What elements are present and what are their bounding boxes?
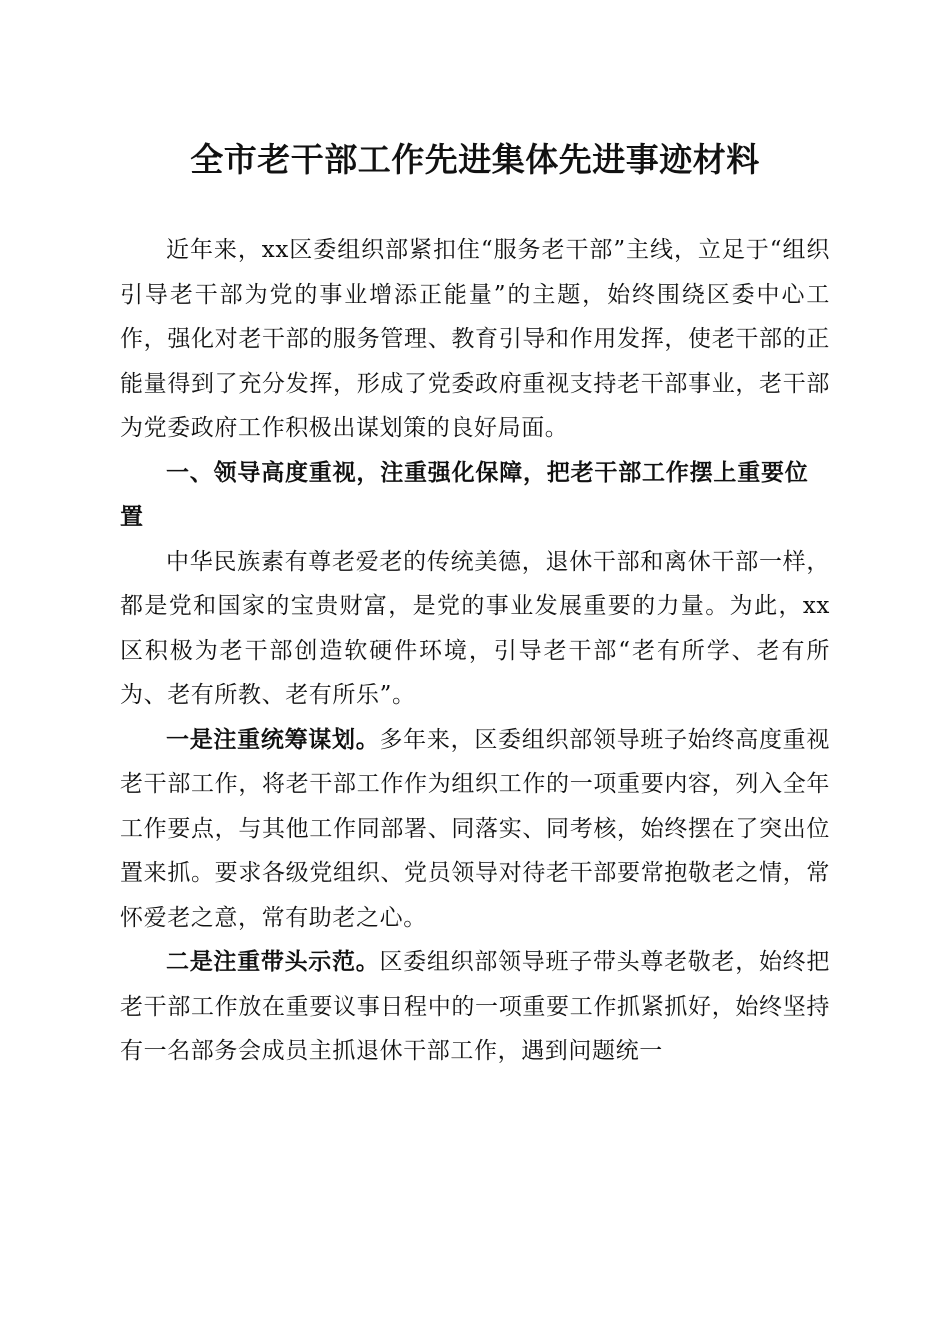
document-body [120,228,830,1074]
item-paragraph-2 [120,940,830,1074]
item-text-1: 多年来，区委组织部领导班子始终高度重视老干部工作，将老干部工作作为组织工作的一项重要内容，列入全年工作要点，与其他工作同部署、同落实、同考核，始终摆在了突出位置来抓。要求各级党组织、党员领导对待老干部要常抱敬老之情，常怀爱老之意，常有助老之心。 [120,726,830,931]
item-lead-2: 二是注重带头示范。 [166,949,380,975]
item-lead-1: 一是注重统筹谋划。 [166,726,380,753]
document-title: 全市老干部工作先进集体先进事迹材料 [190,140,760,179]
item-text-2: 区委组织部领导班子带头尊老敬老，始终把老干部工作放在重要议事日程中的一项重要工作抓紧抓好，始终坚持有一名部务会成员主抓退休干部工作，遇到问题统一 [120,949,830,1064]
section-heading: 一、领导高度重视，注重强化保障，把老干部工作摆上重要位置 [120,459,809,530]
intro-paragraph: 近年来，xx区委组织部紧扣住“服务老干部”主线，立足于“组织引导老干部为党的事业增添正能量”的主题，始终围绕区委中心工作，强化对老干部的服务管理、教育引导和作用发挥，使老干部的正能量得到了充分发挥，形成了党委政府重视支持老干部事业，老干部为党委政府工作积极出谋划策的良好局面。 [120,237,830,441]
item-paragraph-1 [120,718,830,941]
section-paragraph: 中华民族素有尊老爱老的传统美德，退休干部和离休干部一样，都是党和国家的宝贵财富，是党的事业发展重要的力量。为此，xx区积极为老干部创造软硬件环境，引导老干部“老有所学、老有所为、老有所教、老有所乐”。 [120,548,830,708]
